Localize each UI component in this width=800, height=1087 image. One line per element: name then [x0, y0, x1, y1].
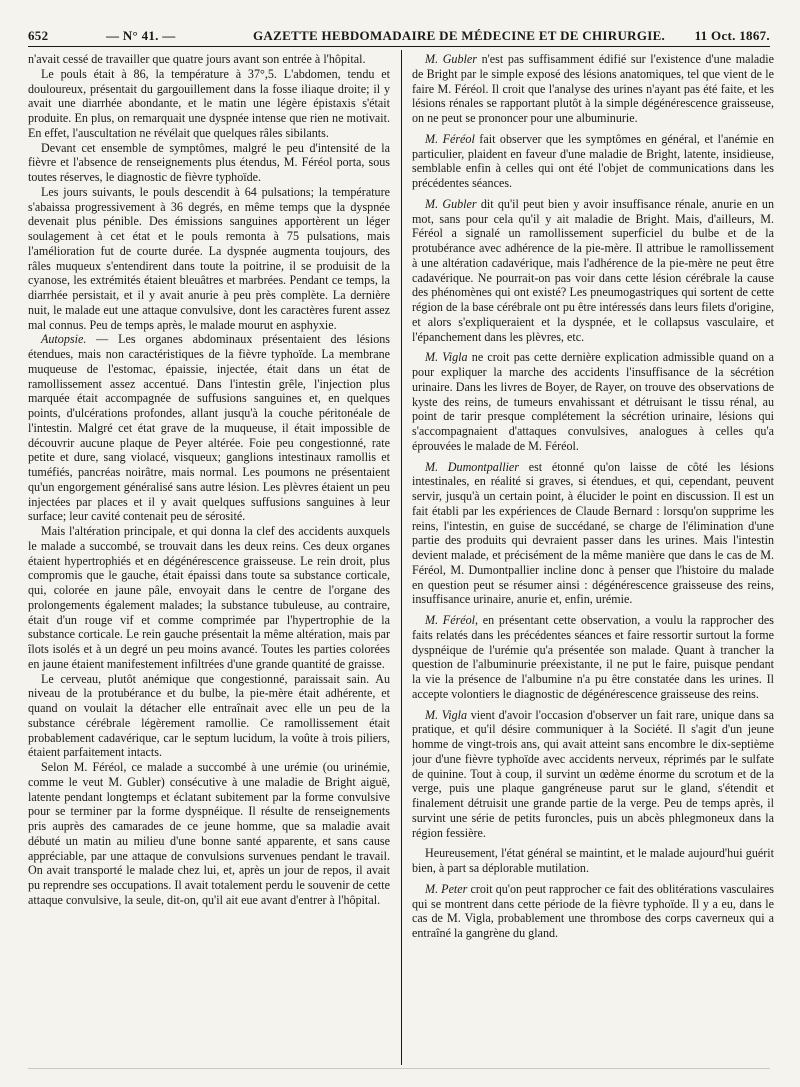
- speaker-name: M. Vigla: [425, 350, 468, 365]
- paragraph-text: croit qu'on peut rapprocher ce fait des oblitérations vasculaires qui se montrent dans cette période de la fièvre typhoïde. Il y a eu, dans le cas de M. Vigla, probablement une thrombose des corps caverneux qui a entraîné la gangrène du gland.: [412, 881, 774, 940]
- journal-title: GAZETTE HEBDOMADAIRE DE MÉDECINE ET DE CHIRURGIE.: [253, 28, 666, 43]
- paragraph-text: est étonné qu'on laisse de côté les lésions intestinales, en réalité si graves, si étendues, et qui, cependant, peuvent servir, jusqu'à un certain point, à élucider le point en discussion. Il est un fait établi par les expériences de Claude Bernard : lorsqu'on supprime les reins, l'intestin, en guise de succédané, se charge de l'élimination d'une partie des produits qui devraient passer dans les urines. Mais l'intestin devient malade, et précisément de la même manière que dans le cas de M. Féréol, M. Dumontpallier incline donc à penser que l'histoire du malade en question peut se résumer ainsi : dégénérescence graisseuse des reins, insuffisance urinaire, anurie et, enfin, urémie.: [412, 459, 774, 607]
- paragraph: [412, 350, 774, 453]
- speaker-name: M. Dumontpallier: [425, 459, 520, 474]
- paragraph-text: vient d'avoir l'occasion d'observer un fait rare, unique dans sa pratique, et qu'il désire communiquer à la Société. Il s'agit d'un jeune homme de vingt-trois ans, qui avait atteint sans encombre le dix-septième jour d'une fièvre typhoïde avec accidents nerveux, réprimés par le sulfate de quinine. Tout à coup, il survint un œdème énorme du scrotum et de la verge, puis une plaque gangréneuse parut sur le gland, s'étendit et finalement détruisit une grande partie de la verge. Peu de temps après, il survint une série de petits furoncles, puis un abcès phlegmoneux dans la région fessière.: [412, 707, 774, 840]
- paragraph: Les jours suivants, le pouls descendit à 64 pulsations; la température s'abaissa progressivement à 36 degrés, en même temps que la dyspnée devenait plus pénible. Des émissions sanguines apportèrent un léger soulagement à cet état et le pouls remonta à 75 pulsations, mais l'amélioration fut de courte durée. La dyspnée augmenta toujours, des râles muqueux s'entendirent dans toute la poitrine, il se produisit de la cyanose, les extrémités étaient bleuâtres et marbrées. Pendant ce temps, la diarrhée persistait, et il y avait anurie à peu près complète. La dernière nuit, le malade eut une attaque convulsive, dont les caractères furent assez mal connus. Peu de temps après, le malade mourut en asphyxie.: [28, 184, 390, 332]
- paragraph: n'avait cessé de travailler que quatre jours avant son entrée à l'hôpital.: [28, 52, 366, 66]
- paragraph-text: n'est pas suffisamment édifié sur l'existence d'une maladie de Bright par le simple exposé des lésions anatomiques, tel que vient de le faire M. Féréol. Il croit que l'analyse des urines n'ayant pas été faite, et les lésions rénales se rapportant plutôt à la simple dégénérescence graisseuse, on ne peut se prononcer pour une albuminurie.: [412, 52, 774, 125]
- paragraph: [412, 708, 774, 841]
- paragraph-text: fait observer que les symptômes en général, et l'anémie en particulier, plaident en faveur d'une maladie de Bright, latente, insidieuse, semblable enfin à celles qui ont été l'objet de communications dans les précédentes séances.: [412, 131, 774, 190]
- paragraph-text: , en présentant cette observation, a voulu la rapprocher des faits relatés dans les précédentes séances et faire ressortir surtout la forme dyspnéique de l'urémie qu'a présentée son malade. Quant à trancher la question de l'albuminurie préexistante, il ne put le faire, puisque pendant la vie la présence de l'albumine n'a pu être constatée dans les urines. Il accepte volontiers le diagnostic de dégénérescence graisseuse des reins.: [412, 613, 774, 701]
- page-number: 652: [28, 28, 49, 43]
- speaker-name: M. Gubler: [425, 52, 477, 66]
- right-column: [412, 52, 774, 1064]
- paragraph: [28, 332, 390, 524]
- left-column: [28, 52, 390, 1064]
- header-rule: [28, 46, 770, 47]
- bottom-rule: [28, 1068, 770, 1069]
- paragraph: [412, 132, 774, 191]
- paragraph: Heureusement, l'état général se maintint, et le malade aujourd'hui guérit bien, à part sa déplorable mutilation.: [412, 846, 774, 875]
- issue-number: — N° 41. —: [106, 28, 176, 43]
- paragraph: Le cerveau, plutôt anémique que congestionné, paraissait sain. Au niveau de la protubérance et du bulbe, la pie-mère était adhérente, et quand on voulait la détacher elle entraînait avec elle un peu de la substance cérébrale légèrement ramollie. Ce ramollissement était probablement cadavérique, car le septum lucidum, la voûte à trois piliers, étaient parfaitement intacts.: [28, 671, 390, 760]
- speaker-name: M. Féréol: [425, 131, 475, 146]
- speaker-name: M. Peter: [425, 881, 468, 896]
- speaker-name: M. Vigla: [425, 707, 468, 722]
- issue-date: 11 Oct. 1867.: [694, 28, 770, 43]
- column-divider: [401, 50, 402, 1065]
- paragraph: Le pouls était à 86, la température à 37°,5. L'abdomen, tendu et douloureux, présentait du gargouillement dans la fosse iliaque droite; il y avait une diarrhée abondante, et le matin une légère épistaxis s'était produite. En plus, on remarquait une dyspnée intense que rien ne motivait. En effet, l'auscultation ne révélait que quelques râles sibilants.: [28, 66, 390, 140]
- section-label-autopsie: Autopsie.: [41, 332, 87, 347]
- paragraph: Mais l'altération principale, et qui donna la clef des accidents auxquels le malade a succombé, se trouvait dans les deux reins. Ces deux organes étaient hypertrophiés et en dégénérescence graisseuse. Le rein droit, plus compromis que le gauche, était épaissi dans toute sa substance corticale, qui, colorée en jaune pâle, envoyait dans le centre de l'organe des prolongements également malades; la substance tubuleuse, au contraire, était d'un rouge vif et comme comprimée par l'hypertrophie de la substance corticale. Le rein gauche présentait la même altération, mais par îlots isolés et à un degré un peu moins avancé. Toutes les parties colorées en jaune étaient manifestement infiltrées d'une grande quantité de graisse.: [28, 524, 390, 671]
- page-header: [28, 28, 770, 48]
- paragraph-text: ne croit pas cette dernière explication admissible quand on a pour expliquer la marche des accidents l'insuffisance de la sécrétion urinaire. Dans les livres de Boyer, de Rayer, on trouve des observations de kyste des reins, de tumeurs envahissant et détruisant le tissu rénal, au point de tarir presque complétement la sécrétion urinaire, lésions qui s'accompagnaient d'attaques convulsives, analogues à celles qu'a éprouvées le malade de M. Féréol.: [412, 350, 774, 453]
- speaker-name: M. Gubler: [425, 196, 477, 211]
- paragraph: Devant cet ensemble de symptômes, malgré le peu d'intensité de la fièvre et l'absence de renseignements plus étendus, M. Féréol porta, sous toutes réserves, le diagnostic de fièvre typhoïde.: [28, 140, 390, 184]
- paragraph: [412, 613, 774, 702]
- paragraph-text: — Les organes abdominaux présentaient des lésions étendues, mais non caractéristiques de la fièvre typhoïde. La membrane muqueuse de l'estomac, épaissie, injectée, était dans un état de ramollissement assez accentué. Dans l'intestin grêle, l'injection plus marquée était accompagnée de suffusions sanguines et, en quelques points, d'ulcérations profondes, allant jusqu'à la couche péritonéale de l'intestin. Malgré cet état grave de la muqueuse, il était impossible de découvrir aucune plaque de Peyer altérée. Foie peu congestionné, rate petite et dure, sang violacé, visqueux; ganglions intestinaux ramollis et tuméfiés, pancréas noirâtre, mais normal. Les poumons ne présentaient qu'un engorgement généralisé sans autre lésion. Les plèvres étaient un peu injectées par places et il y avait quelques suffusions sanguines à leur surface; leur cavité contenait peu de sérosité.: [28, 332, 390, 524]
- paragraph: [412, 882, 774, 941]
- speaker-name: M. Féréol: [425, 613, 476, 627]
- paragraph: [412, 460, 774, 608]
- paragraph: [412, 52, 774, 126]
- paragraph: Selon M. Féréol, ce malade a succombé à une urémie (ou urinémie, comme le veut M. Gubler) consécutive à une maladie de Bright aiguë, latente pendant longtemps et éclatant subitement par la forme convulsive pour se terminer par la forme dyspnéique. Il résulte de renseignements pris auprès des camarades de ce jeune homme, que sa maladie avait débuté un matin au milieu d'une bonne santé apparente, et sans cause appréciable, par une attaque de convulsions survenues pendant le travail. On avait transporté le malade chez lui, et, après un jour de repos, il avait pu reprendre ses occupations. Il avait totalement perdu le souvenir de cette attaque convulsive, la seule, dit-on, qu'il ait eue avant d'entrer à l'hôpital.: [28, 760, 390, 907]
- paragraph: [412, 197, 774, 345]
- paragraph-text: dit qu'il peut bien y avoir insuffisance rénale, anurie en un mot, sans pour cela qu'il y ait maladie de Bright. Mais, d'ailleurs, M. Féréol a signalé un ramollissement superficiel du bulbe et de la protubérance avec adhérence de la pie-mère. Il attribue le ramollissement à une altération cadavérique, mais l'adhérence de la pie-mère ne peut être cadavérique. Ne pourrait-on pas voir dans cette lésion cérébrale la cause des phénomènes qui ont existé? Les pneumogastriques qui sortent de cette région de la base cérébrale ont pu être intéressés dans leurs filets d'origine, et alors s'expliqueraient et la dyspnée, et le collapsus vasculaire, et l'épanchement dans les plèvres, etc.: [412, 196, 774, 344]
